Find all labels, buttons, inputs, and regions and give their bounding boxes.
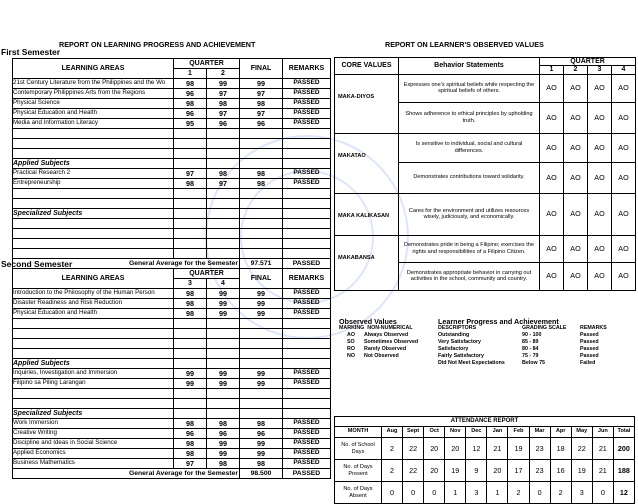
header-quarter-3: 3: [588, 66, 612, 74]
general-average-value: 97.571: [240, 259, 283, 269]
quarter-mark: AO: [540, 102, 564, 133]
quarter-a-grade: 99: [174, 379, 207, 389]
right-report-title: REPORT ON LEARNER'S OBSERVED VALUES: [385, 40, 544, 49]
attendance-value: 22: [403, 460, 424, 482]
final-grade: 96: [240, 429, 283, 439]
quarter-mark: AO: [612, 262, 636, 290]
remarks: PASSED: [283, 369, 331, 379]
attendance-value: 23: [529, 438, 550, 460]
remarks: PASSED: [283, 309, 331, 319]
general-average-label: General Average for the Semester: [13, 469, 240, 479]
subject-name: Disaster Readiness and Risk Reduction: [13, 299, 174, 309]
table-row: [13, 109, 331, 119]
final-grade: 99: [240, 369, 283, 379]
grade-range: 90 - 100: [522, 332, 542, 338]
table-row: [13, 419, 331, 429]
scale-remark: Passed: [580, 346, 599, 352]
quarter-a-grade: 96: [174, 429, 207, 439]
attendance-value: 19: [445, 460, 466, 482]
quarter-b-grade: 98: [207, 169, 240, 179]
grading-scale-row: [438, 353, 634, 360]
header-quarter-2: 2: [564, 66, 588, 74]
attendance-value: 21: [592, 460, 613, 482]
table-row: [13, 299, 331, 309]
month-nov: Nov: [445, 427, 466, 438]
header-quarter-b: 4: [207, 279, 240, 289]
table-row: [13, 119, 331, 129]
marking-code: SO: [347, 339, 355, 346]
quarter-b-grade: 99: [207, 439, 240, 449]
core-value: MAKABANSA: [335, 235, 399, 290]
final-grade: 97: [240, 109, 283, 119]
marking-code: RO: [347, 346, 355, 353]
quarter-b-grade: 99: [207, 379, 240, 389]
behavior-row: [335, 235, 636, 262]
quarter-mark: AO: [588, 102, 612, 133]
final-grade: 96: [240, 119, 283, 129]
attendance-value: 0: [403, 482, 424, 504]
attendance-row-label: No. of Days Present: [335, 460, 382, 482]
quarter-b-grade: 98: [207, 419, 240, 429]
quarter-mark: AO: [588, 74, 612, 102]
quarter-a-grade: 98: [174, 439, 207, 449]
final-grade: 98: [240, 459, 283, 469]
quarter-a-grade: 98: [174, 99, 207, 109]
subject-name: Introduction to the Philosophy of the Human Person: [13, 289, 174, 299]
attendance-value: 20: [424, 460, 445, 482]
marking-row: [339, 346, 434, 353]
marking-description: Always Observed: [364, 332, 409, 339]
remarks: PASSED: [283, 429, 331, 439]
header-remarks: REMARKS: [283, 269, 331, 289]
attendance-value: 22: [403, 438, 424, 460]
marking-description: Sometimes Observed: [364, 339, 419, 346]
header-quarter-1: 1: [540, 66, 564, 74]
header-quarter-b: 2: [207, 69, 240, 79]
general-average-label: General Average for the Semester: [13, 259, 240, 269]
final-grade: 99: [240, 449, 283, 459]
final-grade: 99: [240, 299, 283, 309]
grading-scale-row: [438, 339, 634, 346]
remarks: PASSED: [283, 449, 331, 459]
final-grade: 99: [240, 309, 283, 319]
month-header: MONTH: [335, 427, 382, 438]
month-total: Total: [613, 427, 634, 438]
non-numerical-header: NON-NUMERICAL: [367, 325, 413, 332]
quarter-a-grade: 98: [174, 309, 207, 319]
quarter-a-grade: 99: [174, 369, 207, 379]
observed-values-legend: [339, 318, 434, 360]
table-row: [13, 179, 331, 189]
subject-name: Physical Education and Health: [13, 309, 174, 319]
month-sept: Sept: [403, 427, 424, 438]
first-semester-table: [12, 58, 331, 269]
grading-scale-row: [438, 360, 634, 367]
attendance-value: 20: [424, 438, 445, 460]
subject-name: Work Immersion: [13, 419, 174, 429]
quarter-mark: AO: [588, 262, 612, 290]
header-core-values: CORE VALUES: [335, 58, 399, 75]
quarter-a-grade: 98: [174, 79, 207, 89]
quarter-mark: AO: [564, 235, 588, 262]
quarter-mark: AO: [612, 133, 636, 162]
specialized-subjects-heading: Specialized Subjects: [13, 209, 174, 219]
quarter-mark: AO: [564, 133, 588, 162]
applied-subjects-heading: Applied Subjects: [13, 159, 174, 169]
quarter-mark: AO: [540, 193, 564, 235]
scale-remark: Failed: [580, 360, 596, 366]
subject-name: Contemporary Philippines Arts from the Regions: [13, 89, 174, 99]
quarter-a-grade: 97: [174, 459, 207, 469]
header-quarter-4: 4: [612, 66, 636, 74]
grading-scale-row: [438, 346, 634, 353]
subject-name: Media and Information Literacy: [13, 119, 174, 129]
grade-range: 75 - 79: [522, 353, 539, 359]
observed-values-body: [335, 74, 636, 290]
quarter-mark: AO: [540, 162, 564, 193]
quarter-mark: AO: [564, 193, 588, 235]
behavior-statement: Demonstrates appropriate behavior in carrying out activities in the school, community and country.: [399, 262, 540, 290]
subject-name: Entrepreneurship: [13, 179, 174, 189]
core-value: MAKA KALIKASAN: [335, 193, 399, 235]
quarter-b-grade: 97: [207, 179, 240, 189]
header-quarter: QUARTER: [174, 59, 240, 69]
marks-legend-table: [339, 332, 434, 360]
header-quarter-a: 1: [174, 69, 207, 79]
final-grade: 99: [240, 289, 283, 299]
quarter-a-grade: 98: [174, 449, 207, 459]
quarter-a-grade: 98: [174, 299, 207, 309]
header-learning-areas: LEARNING AREAS: [13, 59, 174, 79]
remarks: PASSED: [283, 439, 331, 449]
final-grade: 97: [240, 89, 283, 99]
marking-row: [339, 339, 434, 346]
descriptor: Fairly Satisfactory: [438, 353, 484, 359]
quarter-mark: AO: [564, 74, 588, 102]
applied-subjects-heading: Applied Subjects: [13, 359, 174, 369]
table-row: [13, 369, 331, 379]
attendance-value: 12: [466, 438, 487, 460]
quarter-mark: AO: [612, 162, 636, 193]
subject-name: Inquiries, Investigation and Immersion: [13, 369, 174, 379]
remarks-header: REMARKS: [580, 325, 607, 331]
quarter-mark: AO: [564, 162, 588, 193]
descriptors-header: DESCRIPTORS: [438, 325, 477, 331]
attendance-value: 0: [529, 482, 550, 504]
progress-legend: [438, 318, 634, 367]
subject-name: Applied Economics: [13, 449, 174, 459]
descriptor: Did Not Meet Expectations: [438, 360, 505, 366]
core-value: MAKATAO: [335, 133, 399, 193]
quarter-b-grade: 97: [207, 89, 240, 99]
attendance-value: 2: [382, 438, 403, 460]
quarter-mark: AO: [564, 262, 588, 290]
attendance-value: 20: [445, 438, 466, 460]
remarks: PASSED: [283, 169, 331, 179]
remarks: PASSED: [283, 289, 331, 299]
quarter-a-grade: 98: [174, 289, 207, 299]
behavior-statement: Expresses one's spiritual beliefs while respecting the spiritual beliefs of others.: [399, 74, 540, 102]
quarter-b-grade: 99: [207, 369, 240, 379]
descriptor: Very Satisfactory: [438, 339, 481, 345]
quarter-b-grade: 97: [207, 109, 240, 119]
subject-name: Filipino sa Piling Larangan: [13, 379, 174, 389]
quarter-b-grade: 98: [207, 99, 240, 109]
descriptor: Satisfactory: [438, 346, 469, 352]
attendance-value: 2: [550, 482, 571, 504]
scale-remark: Passed: [580, 353, 599, 359]
month-may: May: [571, 427, 592, 438]
table-row: [13, 449, 331, 459]
applied-subjects: [13, 369, 331, 389]
grade-range: 80 - 84: [522, 346, 539, 352]
marking-description: Not Observed: [364, 353, 399, 360]
remarks: PASSED: [283, 89, 331, 99]
remarks: PASSED: [283, 299, 331, 309]
behavior-statement: Is sensitive to individual, social and cultural differences.: [399, 133, 540, 162]
quarter-b-grade: 99: [207, 309, 240, 319]
remarks: PASSED: [283, 99, 331, 109]
header-quarter: QUARTER: [540, 58, 636, 66]
header-quarter: QUARTER: [174, 269, 240, 279]
behavior-row: [335, 74, 636, 102]
header-behavior-statements: Behavior Statements: [399, 58, 540, 75]
attendance-title: ATTENDANCE REPORT: [335, 417, 635, 427]
subject-name: Discipline and Ideas in Social Science: [13, 439, 174, 449]
grading-scale-row: [438, 332, 634, 339]
attendance-row: [335, 460, 635, 482]
quarter-mark: AO: [612, 235, 636, 262]
month-dec: Dec: [466, 427, 487, 438]
behavior-row: [335, 133, 636, 162]
attendance-value: 21: [487, 438, 508, 460]
quarter-mark: AO: [588, 162, 612, 193]
core-subjects: [13, 79, 331, 129]
table-row: [13, 289, 331, 299]
attendance-value: 2: [382, 460, 403, 482]
attendance-row-label: No. of School Days: [335, 438, 382, 460]
applied-subjects: [13, 169, 331, 189]
remarks: PASSED: [283, 109, 331, 119]
marking-row: [339, 353, 434, 360]
remarks: PASSED: [283, 79, 331, 89]
scale-remark: Passed: [580, 332, 599, 338]
attendance-row-label: No. of Days Absent: [335, 482, 382, 504]
attendance-value: 3: [571, 482, 592, 504]
header-final: FINAL: [240, 269, 283, 289]
quarter-a-grade: 95: [174, 119, 207, 129]
final-grade: 98: [240, 179, 283, 189]
header-quarter-a: 3: [174, 279, 207, 289]
general-average-value: 98.500: [240, 469, 283, 479]
left-report-title: REPORT ON LEARNING PROGRESS AND ACHIEVEMENT: [59, 40, 256, 49]
attendance-total: 12: [613, 482, 634, 504]
attendance-value: 19: [571, 460, 592, 482]
general-average-remarks: PASSED: [283, 259, 331, 269]
subject-name: Practical Research 2: [13, 169, 174, 179]
behavior-statement: Shows adherence to ethical principles by upholding truth.: [399, 102, 540, 133]
attendance-total: 188: [613, 460, 634, 482]
scale-remark: Passed: [580, 339, 599, 345]
header-final: FINAL: [240, 59, 283, 79]
quarter-a-grade: 98: [174, 419, 207, 429]
core-subjects: [13, 289, 331, 319]
table-row: [13, 379, 331, 389]
table-row: [13, 99, 331, 109]
quarter-mark: AO: [588, 235, 612, 262]
final-grade: 99: [240, 79, 283, 89]
grading-scale-table: [438, 325, 634, 367]
progress-legend-title: Learner Progress and Achievement: [438, 317, 559, 326]
month-apr: Apr: [550, 427, 571, 438]
quarter-mark: AO: [612, 102, 636, 133]
header-remarks: REMARKS: [283, 59, 331, 79]
quarter-a-grade: 98: [174, 179, 207, 189]
month-jun: Jun: [592, 427, 613, 438]
quarter-a-grade: 96: [174, 89, 207, 99]
marking-code: NO: [347, 353, 355, 360]
quarter-b-grade: 99: [207, 289, 240, 299]
grade-range: Below 75: [522, 360, 545, 366]
attendance-row: [335, 438, 635, 460]
quarter-mark: AO: [588, 133, 612, 162]
table-row: [13, 309, 331, 319]
general-average-remarks: PASSED: [283, 469, 331, 479]
quarter-mark: AO: [540, 133, 564, 162]
month-mar: Mar: [529, 427, 550, 438]
second-semester-label: Second Semester: [1, 259, 73, 269]
final-grade: 99: [240, 379, 283, 389]
quarter-b-grade: 96: [207, 119, 240, 129]
quarter-a-grade: 96: [174, 109, 207, 119]
remarks: PASSED: [283, 179, 331, 189]
attendance-value: 1: [445, 482, 466, 504]
attendance-table: [334, 416, 635, 504]
attendance-total: 200: [613, 438, 634, 460]
table-row: [13, 79, 331, 89]
quarter-mark: AO: [540, 262, 564, 290]
attendance-value: 3: [466, 482, 487, 504]
remarks: PASSED: [283, 459, 331, 469]
marking-description: Rarely Observed: [364, 346, 407, 353]
month-jan: Jan: [487, 427, 508, 438]
specialized-subjects: [13, 419, 331, 469]
remarks: PASSED: [283, 119, 331, 129]
table-row: [13, 169, 331, 179]
quarter-b-grade: 99: [207, 299, 240, 309]
second-semester-table: [12, 268, 331, 479]
quarter-mark: AO: [540, 235, 564, 262]
quarter-b-grade: 99: [207, 449, 240, 459]
table-row: [13, 429, 331, 439]
quarter-b-grade: 98: [207, 459, 240, 469]
quarter-a-grade: 97: [174, 169, 207, 179]
behavior-statement: Cares for the environment and utilizes resources wisely, judiciously, and economically.: [399, 193, 540, 235]
final-grade: 99: [240, 439, 283, 449]
quarter-mark: AO: [540, 74, 564, 102]
marking-row: [339, 332, 434, 339]
attendance-value: 9: [466, 460, 487, 482]
core-value: MAKA-DIYOS: [335, 74, 399, 133]
quarter-mark: AO: [588, 193, 612, 235]
marking-code: AO: [347, 332, 355, 339]
final-grade: 98: [240, 419, 283, 429]
month-oct: Oct: [424, 427, 445, 438]
grading-scale-header: GRADING SCALE: [522, 325, 567, 331]
quarter-mark: AO: [612, 74, 636, 102]
attendance-value: 19: [508, 438, 529, 460]
subject-name: Physical Education and Health: [13, 109, 174, 119]
remarks: PASSED: [283, 379, 331, 389]
marking-header: MARKING: [339, 325, 365, 332]
attendance-value: 2: [508, 482, 529, 504]
quarter-b-grade: 96: [207, 429, 240, 439]
behavior-statement: Demonstrates pride in being a Filipino; exercises the rights and responsibilities of a Filipino Citizen.: [399, 235, 540, 262]
attendance-value: 0: [592, 482, 613, 504]
final-grade: 98: [240, 99, 283, 109]
observed-values-legend-title: Observed Values: [339, 317, 397, 326]
specialized-subjects-heading: Specialized Subjects: [13, 409, 174, 419]
attendance-value: 20: [487, 460, 508, 482]
descriptor: Outstanding: [438, 332, 470, 338]
quarter-b-grade: 99: [207, 79, 240, 89]
subject-name: Physical Science: [13, 99, 174, 109]
final-grade: 98: [240, 169, 283, 179]
quarter-mark: AO: [612, 193, 636, 235]
behavior-statement: Demonstrates contributions toward solidarity.: [399, 162, 540, 193]
subject-name: Creative Writing: [13, 429, 174, 439]
attendance-value: 22: [571, 438, 592, 460]
attendance-value: 0: [424, 482, 445, 504]
subject-name: Business Mathematics: [13, 459, 174, 469]
attendance-body: [335, 438, 635, 504]
header-learning-areas: LEARNING AREAS: [13, 269, 174, 289]
behavior-row: [335, 193, 636, 235]
attendance-value: 16: [550, 460, 571, 482]
month-feb: Feb: [508, 427, 529, 438]
attendance-value: 21: [592, 438, 613, 460]
table-row: [13, 459, 331, 469]
attendance-value: 17: [508, 460, 529, 482]
table-row: [13, 439, 331, 449]
attendance-value: 18: [550, 438, 571, 460]
grade-range: 85 - 89: [522, 339, 539, 345]
table-row: [13, 89, 331, 99]
subject-name: 21st Century Literature from the Philippines and the Wo: [13, 79, 174, 89]
remarks: PASSED: [283, 419, 331, 429]
month-aug: Aug: [382, 427, 403, 438]
observed-values-table: [334, 57, 636, 291]
quarter-mark: AO: [564, 102, 588, 133]
attendance-value: 1: [487, 482, 508, 504]
attendance-value: 0: [382, 482, 403, 504]
first-semester-label: First Semester: [1, 47, 61, 57]
attendance-value: 23: [529, 460, 550, 482]
